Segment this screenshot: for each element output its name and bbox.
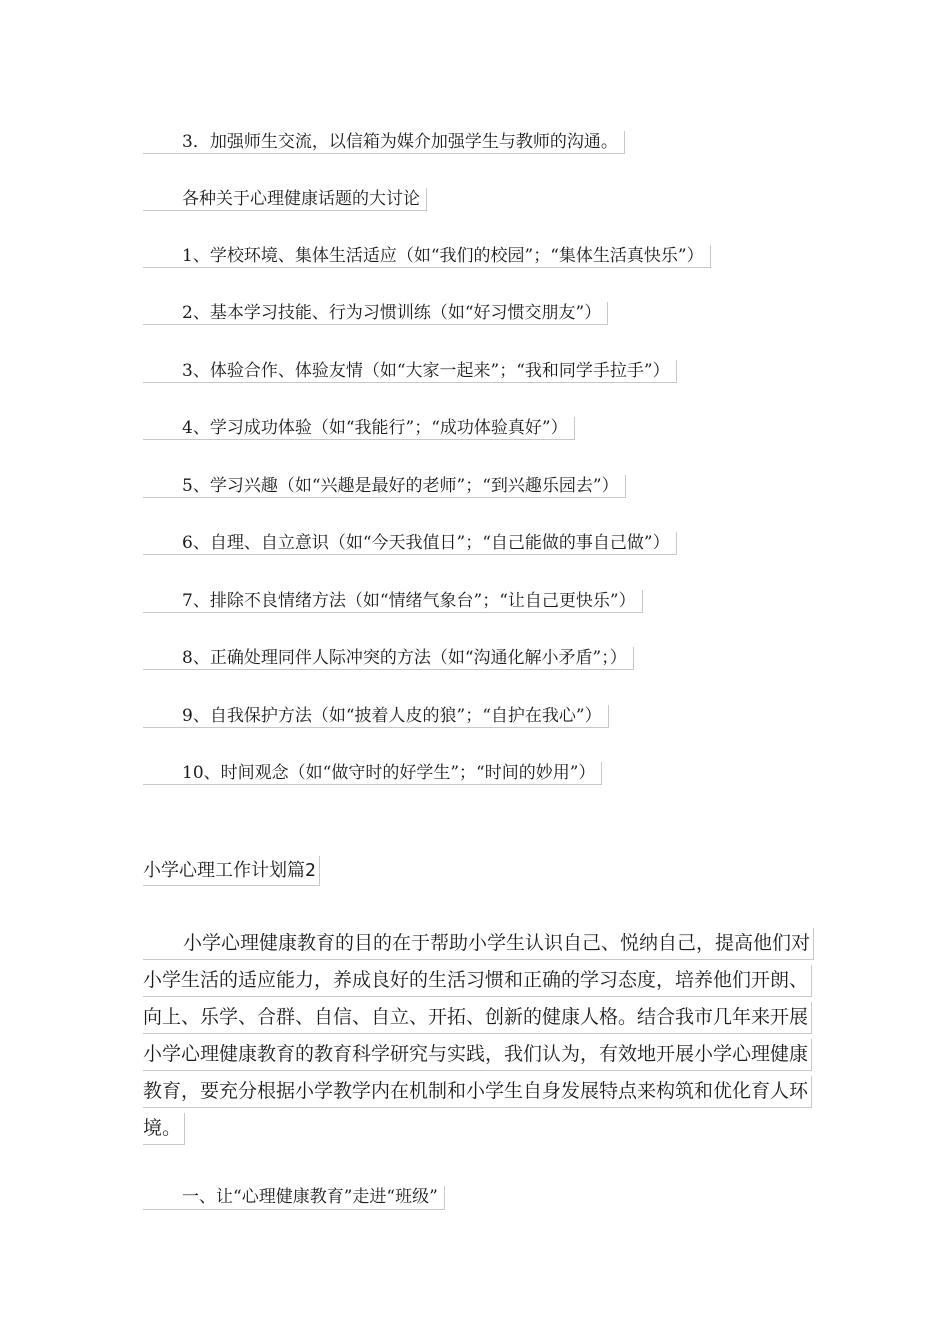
discussion-title: 各种关于心理健康话题的大讨论 [143, 188, 427, 211]
list-item-3: 3．加强师生交流，以信箱为媒介加强学生与教师的沟通。 [143, 131, 625, 154]
topic-item: 7、排除不良情绪方法（如“情绪气象台”；“让自己更快乐”） [143, 590, 643, 613]
topic-item: 5、学习兴趣（如“兴趣是最好的老师”；“到兴趣乐园去”） [143, 475, 626, 498]
article-title: 小学心理工作计划篇2 [143, 856, 320, 886]
topic-item: 1、学校环境、集体生活适应（如“我们的校园”；“集体生活真快乐”） [143, 245, 711, 268]
paragraph-line: 小学心理健康教育的目的在于帮助小学生认识自己、悦纳自己，提高他们对 [143, 928, 814, 960]
topic-item: 4、学习成功体验（如“我能行”；“成功体验真好”） [143, 417, 575, 440]
paragraph-line: 向上、乐学、合群、自信、自立、开拓、创新的健康人格。结合我市几年来开展 [143, 1002, 812, 1034]
paragraph-line: 教育，要充分根据小学教学内在机制和小学生自身发展特点来构筑和优化育人环 [143, 1076, 812, 1108]
topic-item: 6、自理、自立意识（如“今天我值日”；“自己能做的事自己做”） [143, 532, 677, 555]
paragraph-line: 小学心理健康教育的教育科学研究与实践，我们认为，有效地开展小学心理健康 [143, 1039, 812, 1071]
paragraph-line: 境。 [143, 1113, 185, 1145]
topic-item: 3、体验合作、体验友情（如“大家一起来”；“我和同学手拉手”） [143, 360, 677, 383]
topic-item: 2、基本学习技能、行为习惯训练（如“好习惯交朋友”） [143, 302, 608, 325]
topic-item: 9、自我保护方法（如“披着人皮的狼”；“自护在我心”） [143, 705, 609, 728]
topic-item: 10、时间观念（如“做守时的好学生”；“时间的妙用”） [143, 762, 602, 785]
paragraph-line: 小学生活的适应能力，养成良好的生活习惯和正确的学习态度，培养他们开朗、 [143, 965, 812, 997]
topic-item: 8、正确处理同伴人际冲突的方法（如“沟通化解小矛盾”；） [143, 647, 634, 670]
section-heading: 一、让“心理健康教育”走进“班级” [143, 1186, 445, 1210]
